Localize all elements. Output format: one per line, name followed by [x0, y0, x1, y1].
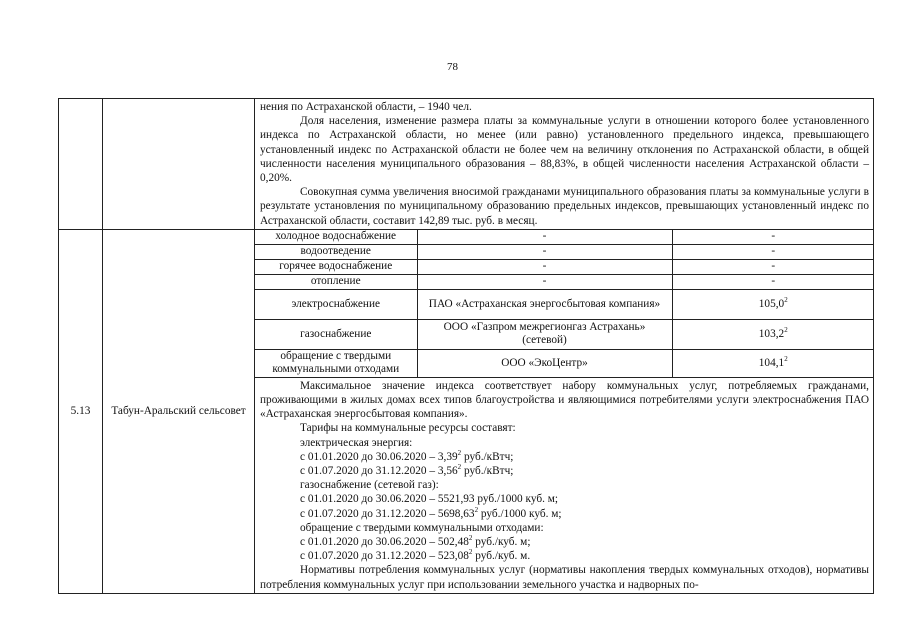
service-provider: ООО «Газпром межрегионгаз Астрахань» (сетевой) — [417, 319, 672, 349]
footnote-mark: 2 — [784, 354, 788, 363]
service-index — [672, 289, 874, 319]
service-row — [255, 274, 874, 289]
continuation-text-cell — [255, 99, 874, 230]
empty-number-cell — [59, 99, 103, 230]
service-row — [255, 349, 874, 377]
service-row — [255, 289, 874, 319]
row-number-value: 5.13 — [70, 405, 91, 418]
service-index: - — [672, 274, 874, 289]
services-table — [255, 230, 874, 378]
service-name: электроснабжение — [255, 289, 417, 319]
page-number: 78 — [447, 61, 458, 73]
service-name: газоснабжение — [255, 319, 417, 349]
paragraph: Максимальное значение индекса соответствует набору коммунальных услуг, потребляемых гражданами, проживающими в жилых домах всех типов благоустройства и являющимися потребителями услуги электроснабжения ПАО «Астраханская энергосбытовая компания». — [260, 379, 869, 421]
service-provider: ООО «ЭкоЦентр» — [417, 349, 672, 377]
footnote-mark: 2 — [784, 325, 788, 334]
tariff-text: с 01.07.2020 до 31.12.2020 – 5698,63 — [300, 507, 475, 520]
service-index: - — [672, 230, 874, 245]
row-number — [59, 229, 103, 593]
service-row — [255, 259, 874, 274]
paragraph: обращение с твердыми коммунальными отходами: — [300, 521, 544, 534]
tariff-text: с 01.07.2020 до 31.12.2020 – 3,56 — [300, 465, 458, 478]
service-index — [672, 349, 874, 377]
paragraph: электрическая энергия: — [300, 436, 413, 449]
tariff-text: с 01.07.2020 до 31.12.2020 – 523,08 — [300, 550, 469, 563]
footnote-mark: 2 — [468, 548, 473, 557]
paragraph: Совокупная сумма увеличения вносимой гражданами муниципального образования платы за коммунальные услуги в результате установления по муниципальному образованию предельных индексов, превышающих установленный индекс по Астраханской области, составит 142,89 тыс. руб. в месяц. — [260, 186, 869, 227]
services-and-text-cell — [255, 229, 874, 593]
tariff-line — [260, 450, 869, 464]
service-provider: - — [417, 244, 672, 259]
tariff-line: с 01.01.2020 до 30.06.2020 – 5521,93 руб./1000 куб. м; — [300, 493, 559, 506]
tariff-line — [260, 549, 869, 563]
footnote-mark: 2 — [784, 295, 788, 304]
service-index: - — [672, 244, 874, 259]
service-name: водоотведение — [255, 244, 417, 259]
tariff-line — [260, 464, 869, 478]
service-name: обращение с твердыми коммунальными отходами — [255, 349, 417, 377]
table-row — [59, 229, 874, 593]
municipality-cell — [103, 229, 255, 593]
service-row — [255, 230, 874, 245]
paragraph: Доля населения, изменение размера платы за коммунальные услуги в отношении которого более установленного индекса по Астраханской области, но менее (или равно) установленного предельного индекса, превышающего установленный индекс по Астраханской области не более чем на величину отклонения по Астраханской области, в общей численности населения муниципального образования – 88,83%, в общей численности населения Астраханской области – 0,20%. — [260, 115, 869, 185]
tariff-text: с 01.01.2020 до 30.06.2020 – 3,39 — [300, 450, 458, 463]
service-index: - — [672, 259, 874, 274]
service-index — [672, 319, 874, 349]
empty-name-cell — [103, 99, 255, 230]
tariff-unit: руб./куб. м. — [472, 550, 531, 563]
index-value: 104,1 — [758, 356, 785, 369]
tariff-unit: руб./кВтч; — [461, 465, 514, 478]
description-text — [255, 378, 873, 593]
service-name: холодное водоснабжение — [255, 230, 417, 245]
footnote-mark: 2 — [474, 505, 479, 514]
paragraph: Нормативы потребления коммунальных услуг (нормативы накопления твердых коммунальных отходов), нормативы потребления коммунальных услуг при использовании земельного участка и надворных по- — [260, 564, 869, 591]
paragraph: газоснабжение (сетевой газ): — [300, 479, 439, 492]
tariff-unit: руб./1000 куб. м; — [478, 507, 562, 520]
service-provider: - — [417, 230, 672, 245]
footnote-mark: 2 — [457, 448, 462, 457]
table-row — [59, 99, 874, 230]
service-provider: ПАО «Астраханская энергосбытовая компания» — [417, 289, 672, 319]
tariff-unit: руб./куб. м; — [472, 536, 531, 549]
footnote-mark: 2 — [468, 534, 473, 543]
paragraph: нения по Астраханской области, – 1940 чел. — [260, 101, 472, 113]
footnote-mark: 2 — [457, 463, 462, 472]
tariff-unit: руб./кВтч; — [461, 450, 514, 463]
tariff-line — [260, 535, 869, 549]
municipality-name: Табун-Аральский сельсовет — [111, 405, 246, 418]
index-value: 103,2 — [758, 327, 785, 340]
service-name: отопление — [255, 274, 417, 289]
index-value: 105,0 — [758, 297, 785, 310]
tariff-text: с 01.01.2020 до 30.06.2020 – 502,48 — [300, 536, 469, 549]
service-provider: - — [417, 259, 672, 274]
service-name: горячее водоснабжение — [255, 259, 417, 274]
service-row — [255, 244, 874, 259]
tariff-line — [260, 507, 869, 521]
service-row — [255, 319, 874, 349]
paragraph: Тарифы на коммунальные ресурсы составят: — [300, 422, 516, 435]
document-table — [58, 98, 874, 594]
service-provider: - — [417, 274, 672, 289]
